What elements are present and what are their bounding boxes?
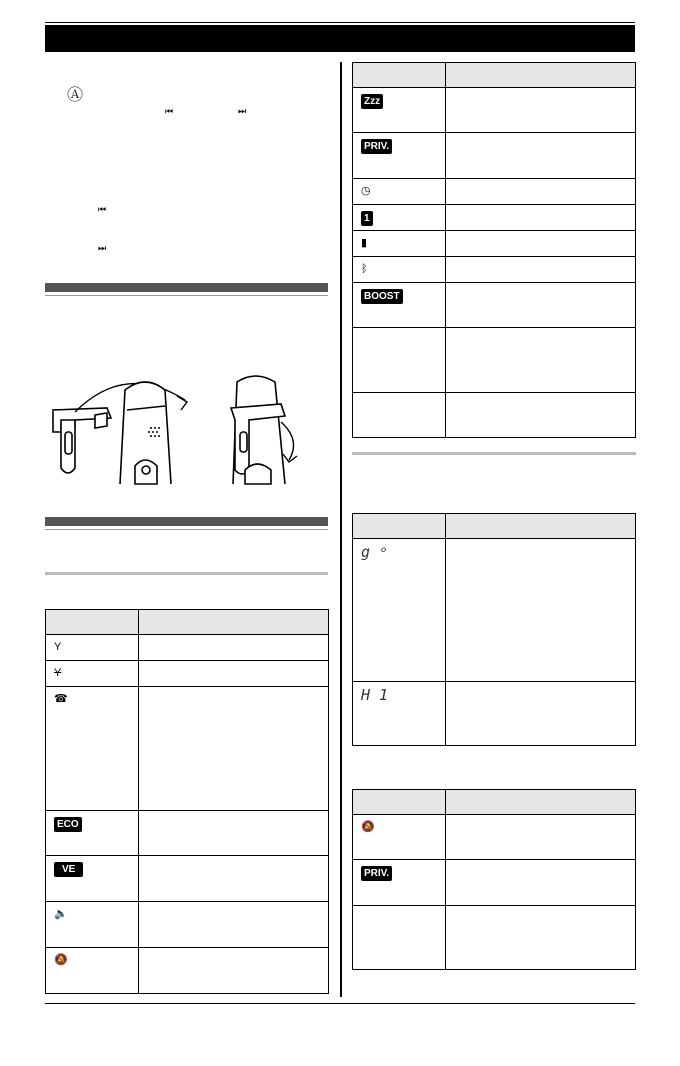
handset-back-icon	[120, 382, 171, 484]
segment-display-g-icon: g ᵒ	[361, 543, 389, 561]
table-row	[46, 811, 329, 856]
table-row	[353, 133, 636, 179]
clock-icon: ◷	[361, 185, 371, 197]
antenna-icon: Y	[54, 641, 62, 653]
table-row	[353, 179, 636, 205]
skip-forward-icon: ⏭	[238, 106, 246, 116]
speaker-icon: 🔈	[54, 908, 68, 920]
handset-with-clip-icon	[231, 376, 285, 484]
bluetooth-icon: ᛒ	[361, 263, 368, 275]
belt-clip-illustration	[45, 370, 315, 486]
table-row	[46, 902, 329, 948]
handset-display-icon-table	[45, 609, 329, 994]
table-row	[353, 906, 636, 970]
handset-call-icon: ☎	[54, 693, 68, 705]
table-row	[353, 257, 636, 283]
priv-badge-icon: PRIV.	[361, 866, 392, 881]
table-row	[353, 682, 636, 746]
table-row	[46, 635, 329, 661]
section-bar	[45, 517, 328, 526]
boost-badge-icon: BOOST	[361, 289, 403, 304]
section-rule	[45, 529, 328, 530]
table-row	[353, 328, 636, 393]
section-rule	[45, 295, 328, 296]
line-1-badge-icon: 1	[361, 211, 373, 226]
section-bar	[45, 283, 328, 292]
skip-back-icon: ⏮	[98, 204, 106, 214]
base-display-table	[352, 513, 636, 746]
priv-badge-icon: PRIV.	[361, 139, 392, 154]
subsection-rule	[352, 452, 636, 455]
skip-back-icon: ⏮	[165, 106, 173, 116]
table-row	[353, 539, 636, 682]
table-row	[353, 88, 636, 133]
ve-badge-icon: VE	[54, 862, 83, 877]
subsection-rule	[45, 572, 328, 575]
table-row	[353, 283, 636, 328]
ringer-off-icon: 🔕	[361, 821, 375, 833]
belt-clip-icon	[53, 408, 111, 473]
table-row	[353, 393, 636, 438]
ringer-off-icon: 🔕	[54, 954, 68, 966]
base-icon-table	[352, 789, 636, 970]
column-divider	[340, 62, 342, 997]
table-row	[46, 687, 329, 811]
table-row	[46, 661, 329, 687]
circled-a-icon: Ⓐ	[67, 87, 84, 104]
table-row	[353, 815, 636, 860]
battery-icon: ▮	[361, 237, 368, 249]
table-row	[353, 860, 636, 906]
segment-display-h1-icon: H 1	[361, 686, 389, 704]
table-row	[46, 856, 329, 902]
table-row	[46, 948, 329, 994]
table-row	[353, 205, 636, 231]
eco-badge-icon: ECO	[54, 817, 82, 832]
table-row	[353, 231, 636, 257]
antenna-crossed-icon: Y	[54, 667, 62, 679]
skip-forward-icon: ⏭	[98, 243, 106, 253]
zzz-badge-icon: Zzz	[361, 94, 383, 109]
header-rule	[45, 22, 635, 23]
footer-rule	[45, 1003, 635, 1004]
header-bar	[45, 25, 635, 52]
handset-display-icon-table-continued	[352, 62, 636, 438]
